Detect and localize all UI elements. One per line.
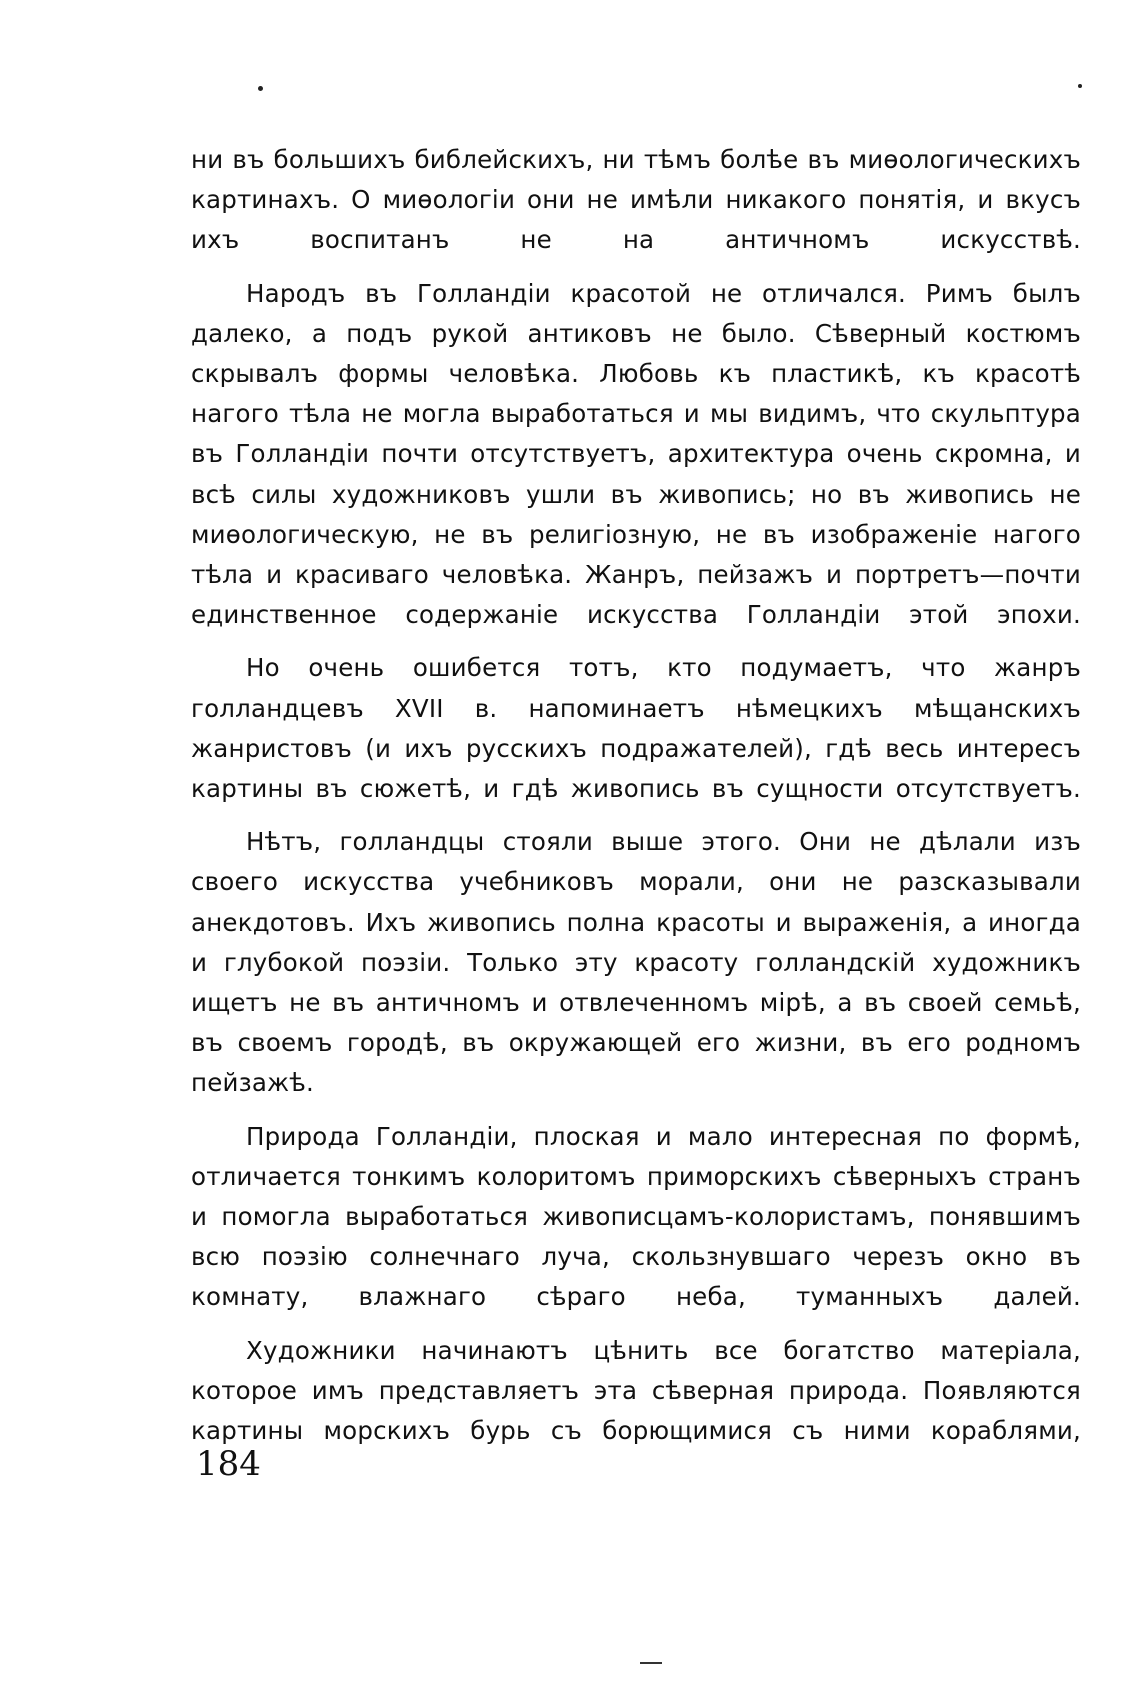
paragraph-4: Нѣтъ, голландцы стояли выше этого. Они не дѣлали изъ своего искусства учебниковъ морали, они не разсказывали анекдотовъ. Ихъ живопись полна красоты и выраженія, а иногда и глубокой поэзіи. Только эту красоту голландскій художникъ ищетъ не въ античномъ и отвлеченномъ мірѣ, а въ своей семьѣ, въ своемъ городѣ, въ окружающей его жизни, въ его родномъ пейзажѣ. xyxy=(191,827,1081,1098)
paragraph-6: Художники начинаютъ цѣнить все богатство матеріала, которое имъ представляетъ эта сѣверная природа. Появляются картины морскихъ бурь съ борющимися съ ними кораблями, xyxy=(191,1335,1081,1446)
scan-speck-top-left xyxy=(258,86,263,91)
paragraph-1: ни въ большихъ библейскихъ, ни тѣмъ болѣе въ миѳологическихъ картинахъ. О миѳологіи они не имѣли никакого понятія, и вкусъ ихъ воспитанъ не на античномъ искусствѣ. xyxy=(191,145,1081,255)
paragraph-3: Но очень ошибется тотъ, кто подумаетъ, что жанръ голландцевъ XVII в. напоминаетъ нѣмецкихъ мѣщанскихъ жанристовъ (и ихъ русскихъ подражателей), гдѣ весь интересъ картины въ сюжетѣ, и гдѣ живопись въ сущности отсутствуетъ. xyxy=(191,653,1081,804)
page-number: 184 xyxy=(196,1444,261,1484)
page-text xyxy=(191,140,1081,1464)
paragraph-2: Народъ въ Голландіи красотой не отличался. Римъ былъ далеко, а подъ рукой антиковъ не было. Сѣверный костюмъ скрывалъ формы человѣка. Любовь къ пластикѣ, къ красотѣ нагого тѣла не могла выработаться и мы видимъ, что скульптура въ Голландіи почти отсутствуетъ, архитектура очень скромна, и всѣ силы художниковъ ушли въ живопись; но въ живопись не миѳологическую, не въ религіозную, не въ изображеніе нагого тѣла и красиваго человѣка. Жанръ, пейзажъ и портретъ—почти единственное содержаніе искусства Голландіи этой эпохи. xyxy=(191,278,1081,630)
paragraph-5: Природа Голландіи, плоская и мало интересная по формѣ, отличается тонкимъ колоритомъ приморскихъ сѣверныхъ странъ и помогла выработаться живописцамъ-колористамъ, понявшимъ всю поэзію солнечнаго луча, скользнувшаго черезъ окно въ комнату, влажнаго сѣраго неба, туманныхъ далей. xyxy=(191,1121,1081,1312)
scan-speck-top-right xyxy=(1078,84,1082,88)
scan-footer-mark xyxy=(640,1662,662,1664)
